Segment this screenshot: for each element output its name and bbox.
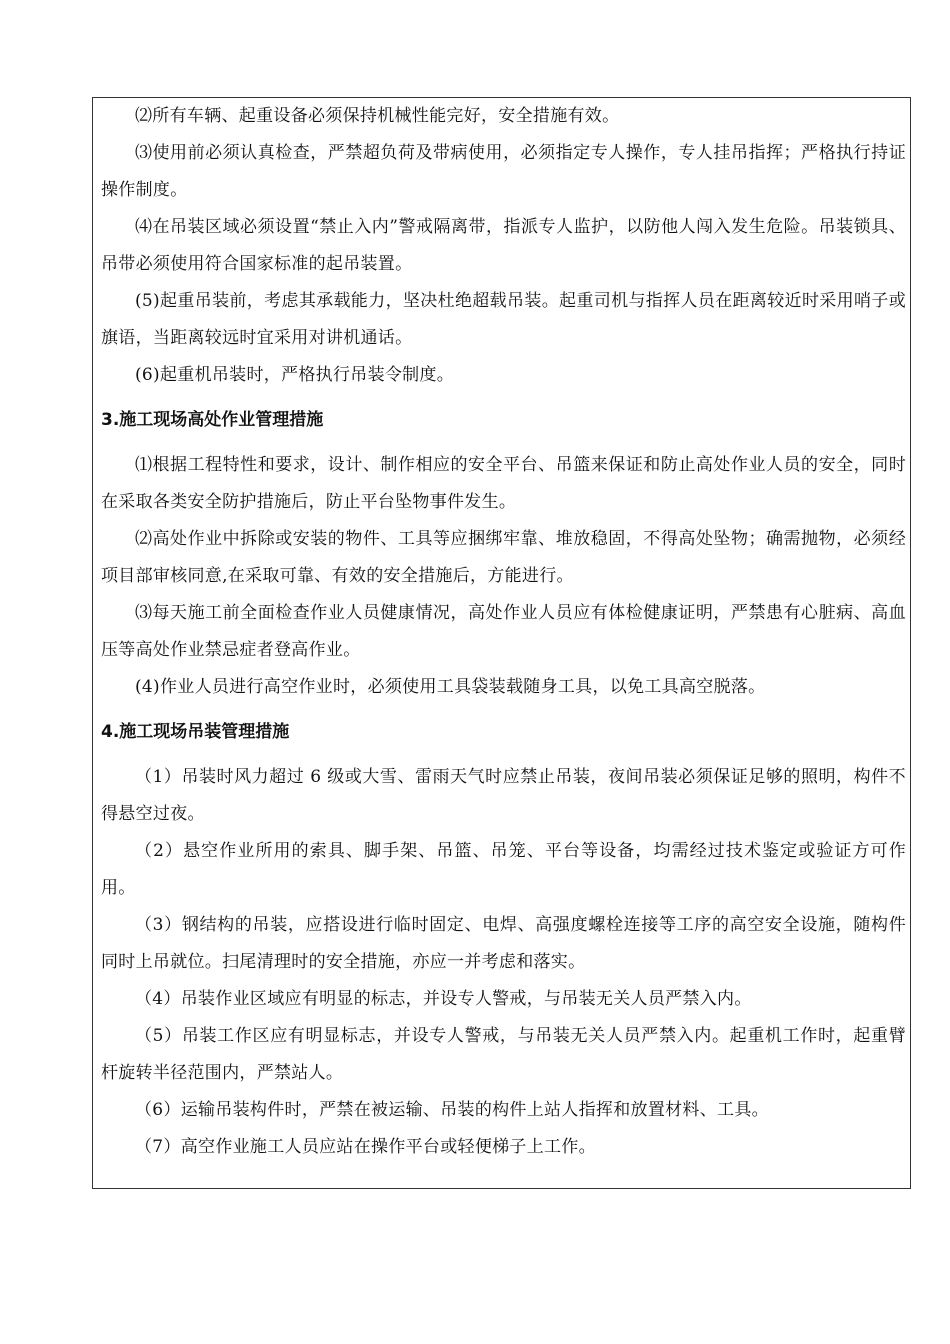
paragraph-s4-5: （5）吊装工作区应有明显标志，并设专人警戒，与吊装无关人员严禁入内。起重机工作时，起重臂杆旋转半径范围内，严禁站人。 xyxy=(101,1026,906,1083)
paragraph-prev-5: (5)起重吊装前，考虑其承载能力，坚决杜绝超载吊装。起重司机与指挥人员在距离较近时采用哨子或旗语，当距离较远时宜采用对讲机通话。 xyxy=(101,291,906,348)
paragraph-s4-4: （4）吊装作业区域应有明显的标志，并设专人警戒，与吊装无关人员严禁入内。 xyxy=(135,989,752,1009)
section-3-title: 3.施工现场高处作业管理措施 xyxy=(101,410,324,430)
paragraph-s4-2: （2）悬空作业所用的索具、脚手架、吊篮、吊笼、平台等设备，均需经过技术鉴定或验证方可作用。 xyxy=(101,841,906,898)
paragraph-s4-7: （7）高空作业施工人员应站在操作平台或轻便梯子上工作。 xyxy=(135,1137,596,1157)
paragraph-s3-3: ⑶每天施工前全面检查作业人员健康情况，高处作业人员应有体检健康证明，严禁患有心脏病、高血压等高处作业禁忌症者登高作业。 xyxy=(101,603,906,660)
section-4-title: 4.施工现场吊装管理措施 xyxy=(101,722,290,742)
paragraph-prev-6: (6)起重机吊装时，严格执行吊装令制度。 xyxy=(135,365,455,385)
paragraph-s3-2: ⑵高处作业中拆除或安装的物件、工具等应捆绑牢靠、堆放稳固，不得高处坠物；确需抛物，必须经项目部审核同意,在采取可靠、有效的安全措施后，方能进行。 xyxy=(101,529,906,586)
document-content xyxy=(101,98,906,1166)
paragraph-s3-4: (4)作业人员进行高空作业时，必须使用工具袋装载随身工具，以免工具高空脱落。 xyxy=(135,677,766,697)
paragraph-s3-1: ⑴根据工程特性和要求，设计、制作相应的安全平台、吊篮来保证和防止高处作业人员的安全，同时在采取各类安全防护措施后，防止平台坠物事件发生。 xyxy=(101,455,906,512)
paragraph-s4-6: （6）运输吊装构件时，严禁在被运输、吊装的构件上站人指挥和放置材料、工具。 xyxy=(135,1100,769,1120)
paragraph-s4-1: （1）吊装时风力超过 6 级或大雪、雷雨天气时应禁止吊装，夜间吊装必须保证足够的照明，构件不得悬空过夜。 xyxy=(101,767,906,824)
paragraph-prev-2: ⑵所有车辆、起重设备必须保持机械性能完好，安全措施有效。 xyxy=(135,106,620,126)
document-frame xyxy=(92,97,911,1189)
paragraph-prev-3: ⑶使用前必须认真检查，严禁超负荷及带病使用，必须指定专人操作，专人挂吊指挥；严格执行持证操作制度。 xyxy=(101,143,906,200)
paragraph-prev-4: ⑷在吊装区域必须设置“禁止入内”警戒隔离带，指派专人监护，以防他人闯入发生危险。吊装锁具、吊带必须使用符合国家标准的起吊装置。 xyxy=(101,217,906,274)
paragraph-s4-3: （3）钢结构的吊装，应搭设进行临时固定、电焊、高强度螺栓连接等工序的高空安全设施，随构件同时上吊就位。扫尾清理时的安全措施，亦应一并考虑和落实。 xyxy=(101,915,906,972)
